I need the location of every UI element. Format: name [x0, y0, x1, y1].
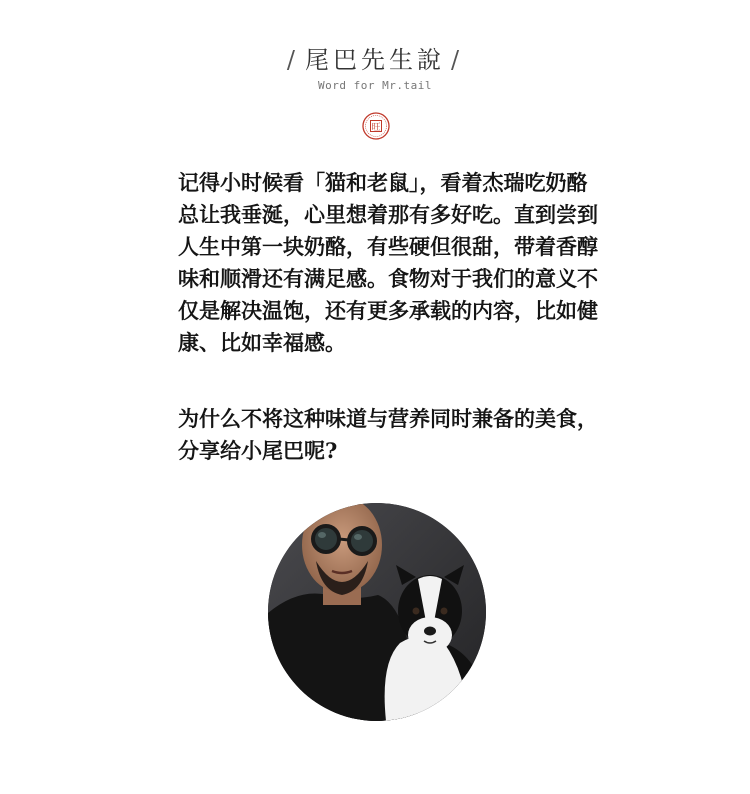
paragraph-2: 为什么不将这种味道与营养同时兼备的美食，分享给小尾巴呢?	[178, 406, 598, 463]
seal-stamp-icon	[362, 112, 390, 140]
header	[0, 40, 750, 92]
page-title	[0, 40, 750, 75]
paragraph-1: 记得小时候看「猫和老鼠」，看着杰瑞吃奶酪总让我垂涎，心里想着那有多好吃。直到尝到人生中第一块奶酪，有些硬但很甜，带着香醇味和顺滑还有满足感。食物对于我们的意义不仅是解决温饱，还有更多承载的内容，比如健康、比如幸福感。	[178, 170, 598, 355]
title-slash-left: /	[286, 46, 299, 74]
title-text: 尾巴先生說	[305, 46, 445, 74]
portrait-photo	[268, 503, 486, 721]
page-subtitle: Word for Mr.tail	[318, 79, 432, 92]
seal-char: 旺	[371, 123, 381, 133]
title-slash-right: /	[451, 46, 464, 74]
